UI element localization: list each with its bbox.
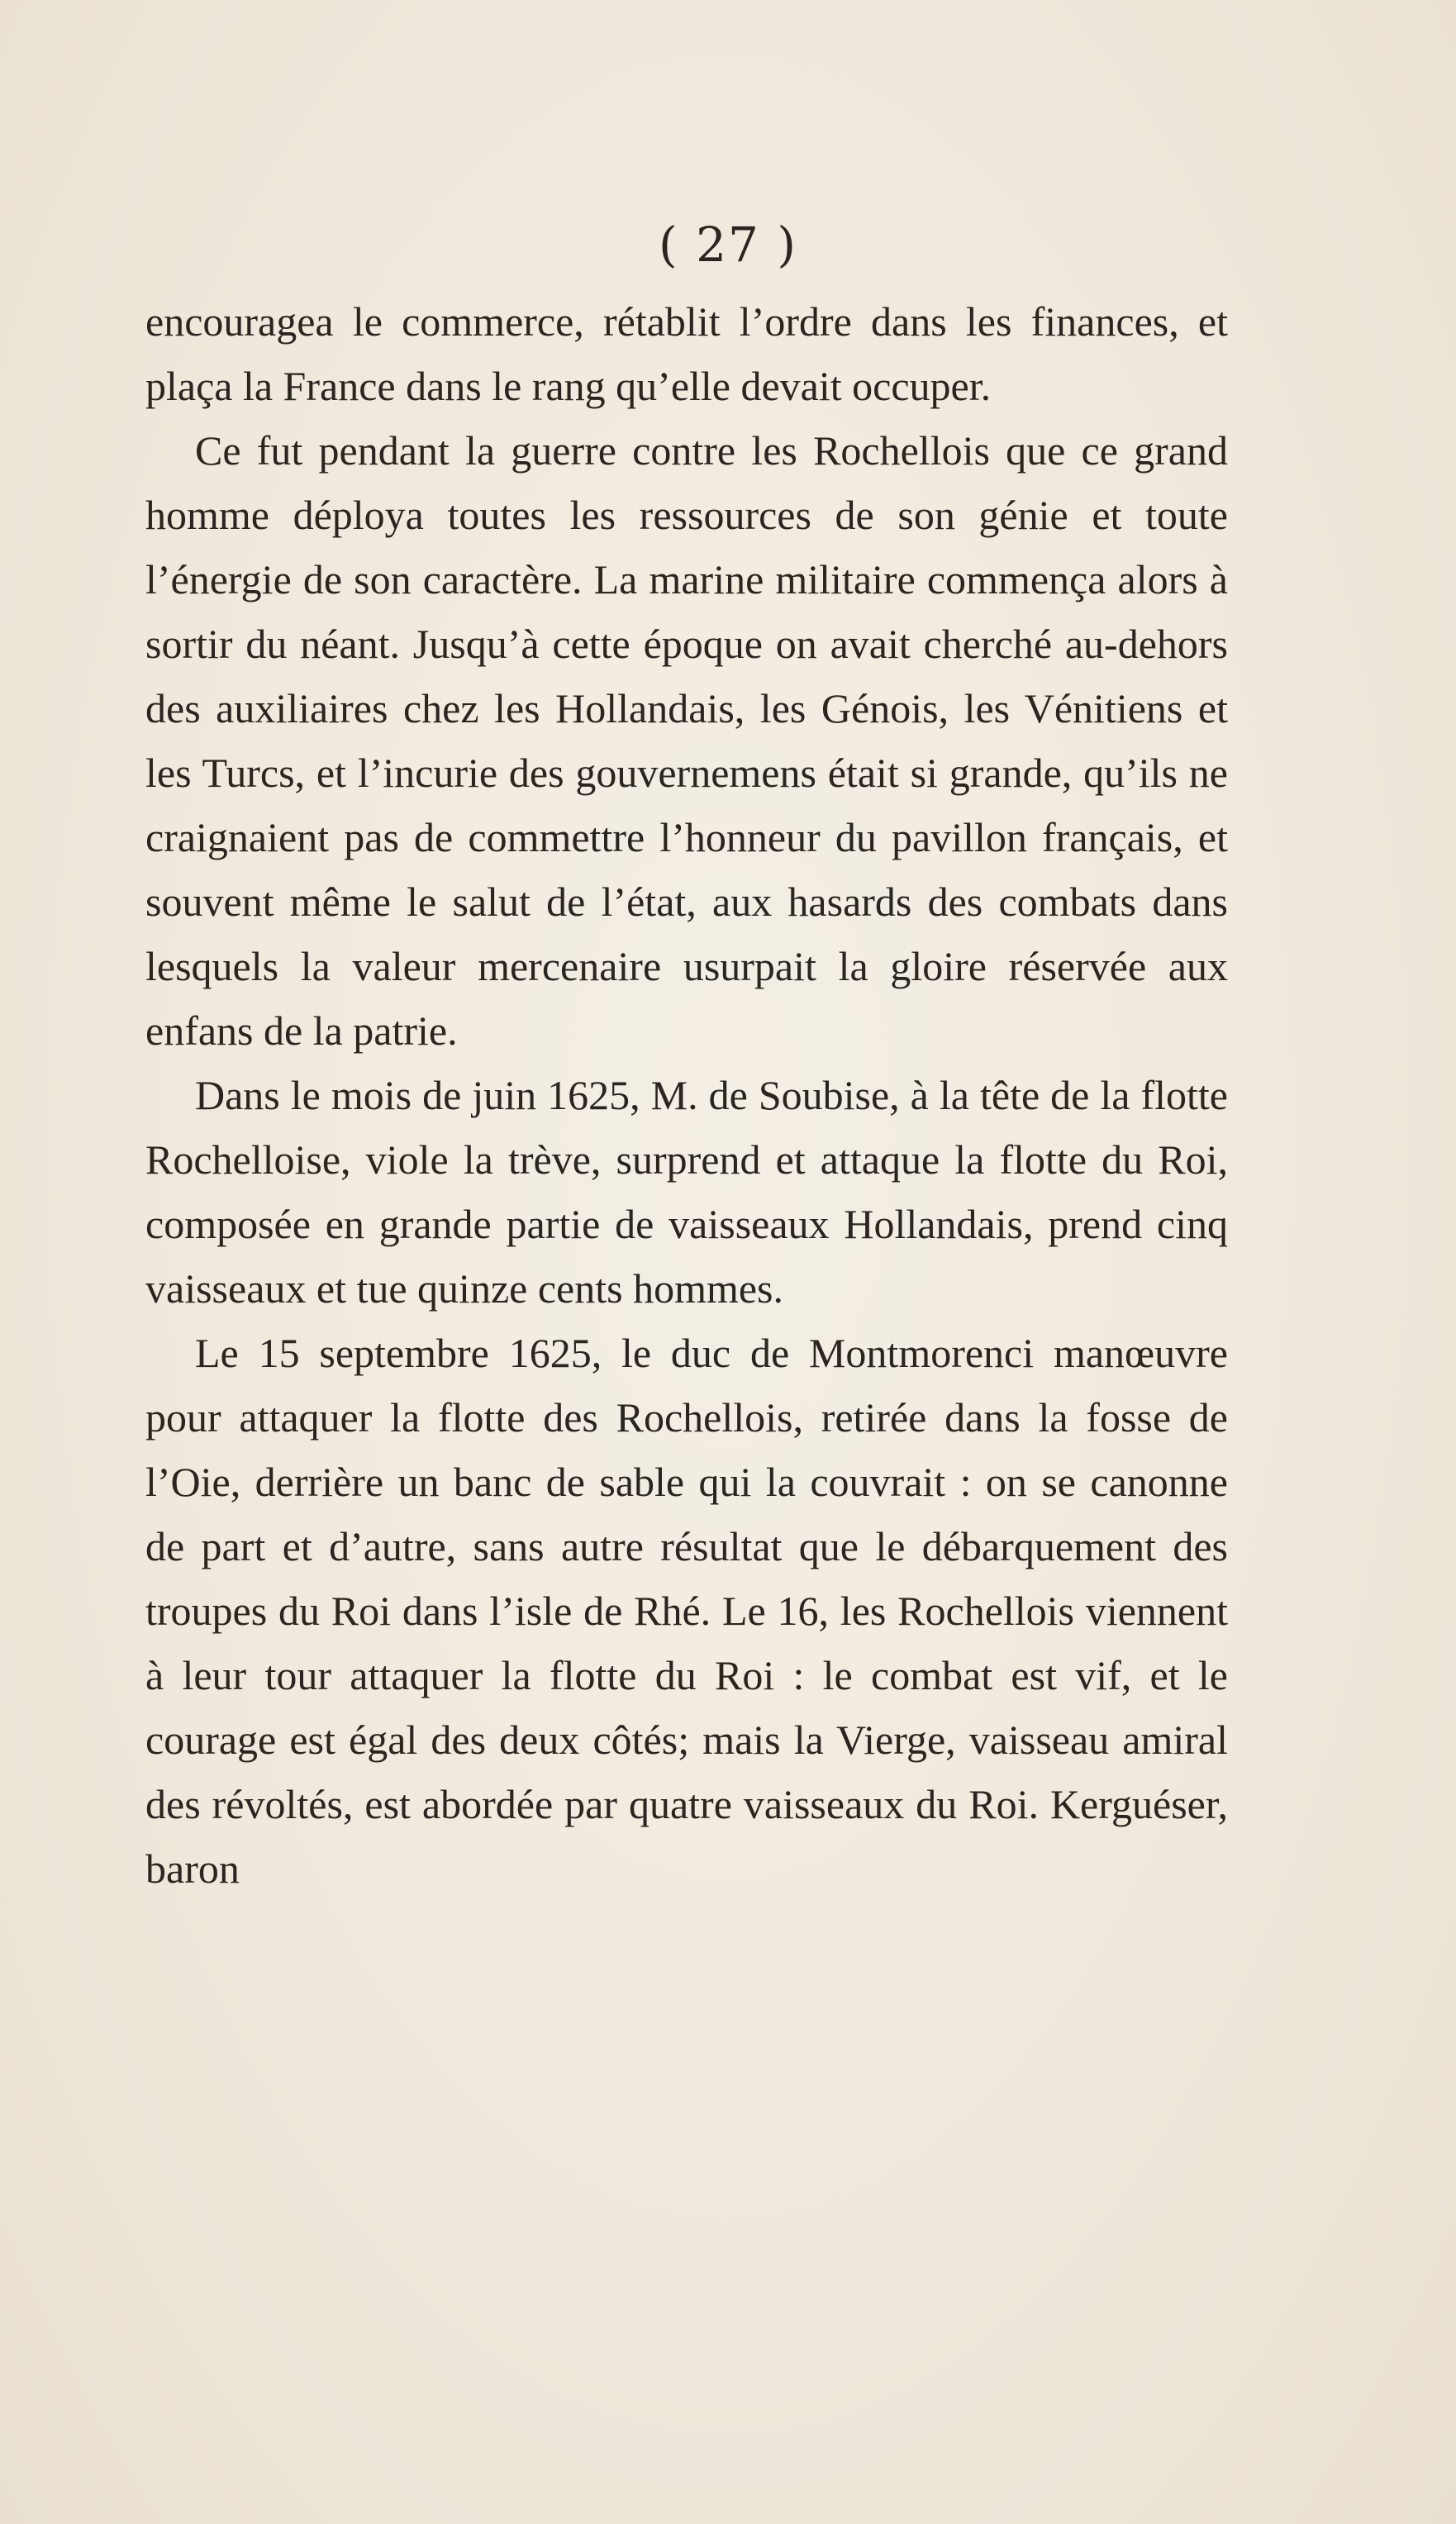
paragraph-2: Ce fut pendant la guerre contre les Rochellois que ce grand homme déploya toutes les ressources de son génie et toute l’énergie de son caractère. La marine militaire commença alors à sortir du néant. Jusqu’à cette époque on avait cherché au-dehors des auxiliaires chez les Hollandais, les Génois, les Vénitiens et les Turcs, et l’incurie des gouvernemens était si grande, qu’ils ne craignaient pas de commettre l’honneur du pavillon français, et souvent même le salut de l’état, aux hasards des combats dans lesquels la valeur mercenaire usurpait la gloire réservée aux enfans de la patrie. bbox=[145, 427, 1228, 1054]
paragraph-1: encouragea le commerce, rétablit l’ordre dans les finances, et plaça la France dans le rang qu’elle devait occuper. bbox=[145, 298, 1228, 409]
page-number: ( 27 ) bbox=[659, 217, 797, 273]
paragraph-3: Dans le mois de juin 1625, M. de Soubise, à la tête de la flotte Rochelloise, viole la trève, surprend et attaque la flotte du Roi, composée en grande partie de vaisseaux Hollandais, prend cinq vaisseaux et tue quinze cents hommes. bbox=[145, 1072, 1228, 1312]
body-text bbox=[145, 289, 1228, 1901]
paragraph-4: Le 15 septembre 1625, le duc de Montmorenci manœuvre pour attaquer la flotte des Rochellois, retirée dans la fosse de l’Oie, derrière un banc de sable qui la couvrait : on se canonne de part et d’autre, sans autre résultat que le débarquement des troupes du Roi dans l’isle de Rhé. Le 16, les Rochellois viennent à leur tour attaquer la flotte du Roi : le combat est vif, et le courage est égal des deux côtés; mais la Vierge, vaisseau amiral des révoltés, est abordée par quatre vaisseaux du Roi. Kerguéser, baron bbox=[145, 1330, 1228, 1892]
